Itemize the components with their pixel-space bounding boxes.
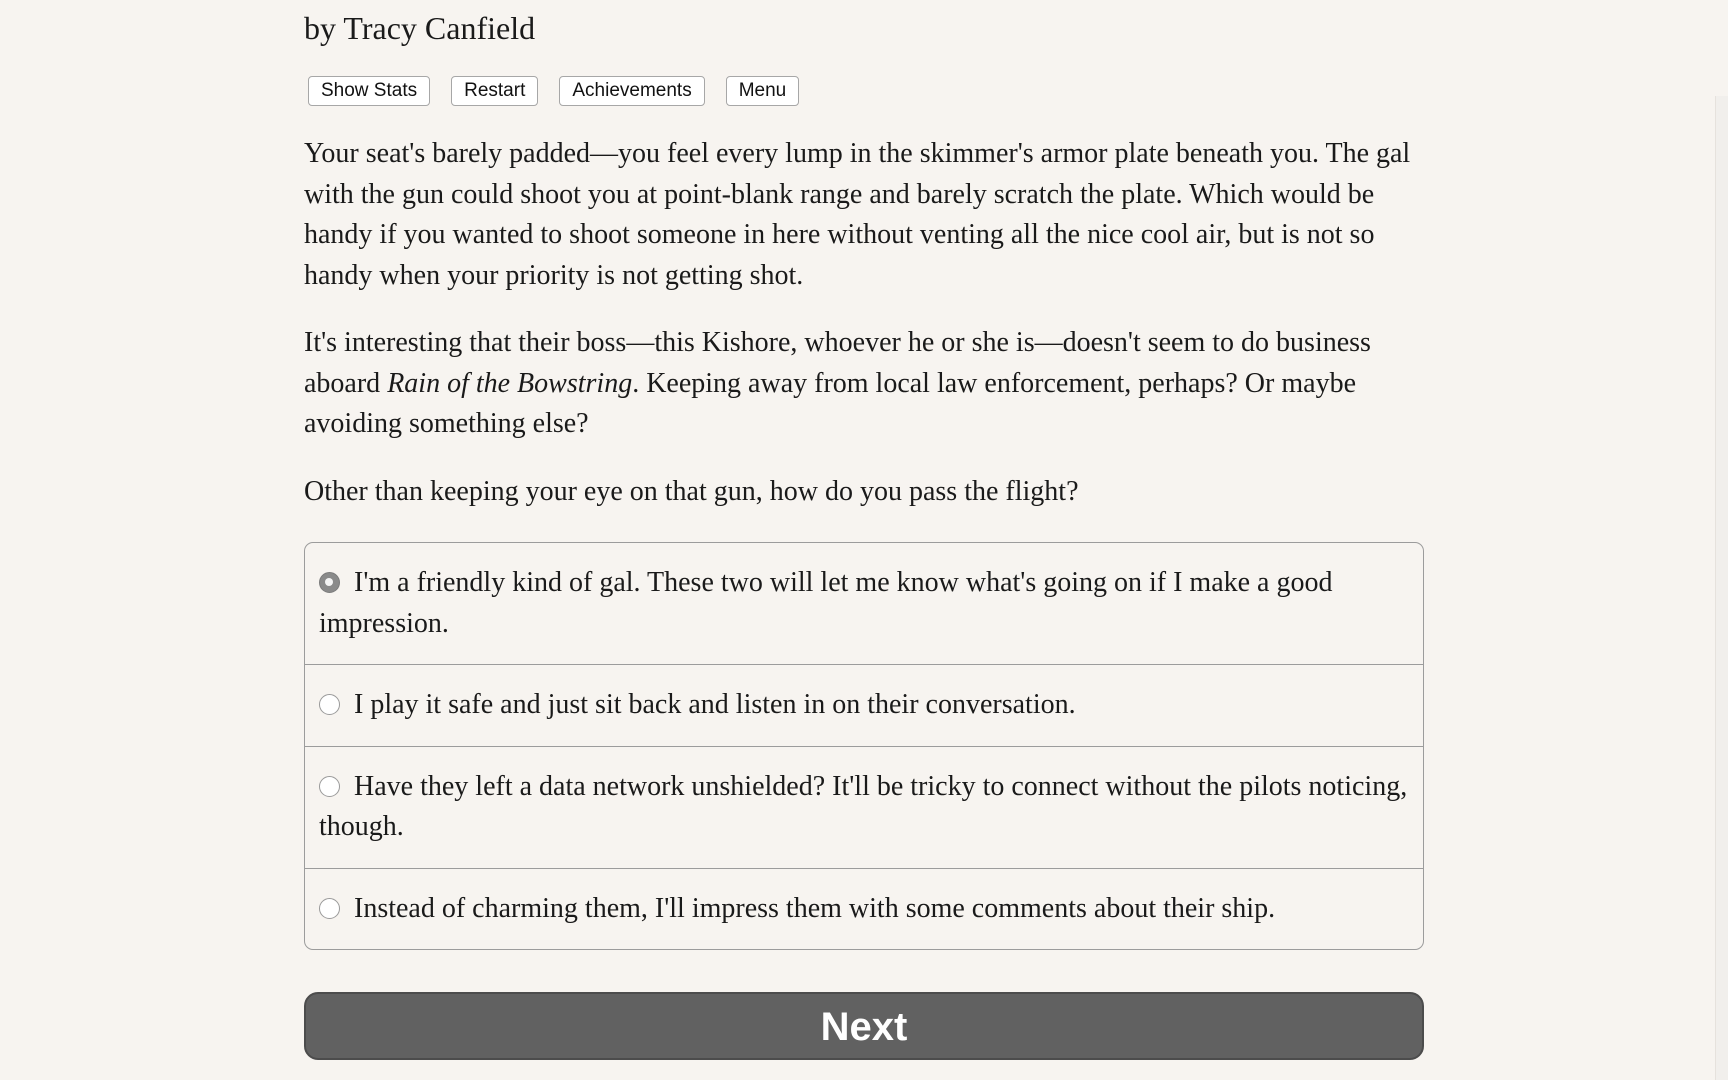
show-stats-button[interactable]: Show Stats (308, 76, 430, 106)
radio-icon[interactable] (319, 776, 340, 797)
story-paragraph-2-end: . Keeping away from local law enforcement, perhaps? Or maybe avoiding something else? (304, 367, 1356, 439)
scrollbar-track[interactable] (1715, 96, 1728, 1080)
story-question: Other than keeping your eye on that gun, how do you pass the flight? (304, 475, 1079, 507)
story-paragraph-2-start: It's interesting that their boss—this Kishore, whoever he or she is—doesn't seem to do business aboard (304, 327, 1371, 399)
choice-option-3[interactable] (305, 746, 1423, 868)
choice-option-2[interactable] (305, 664, 1423, 746)
restart-button[interactable]: Restart (451, 76, 538, 106)
choice-option-4[interactable] (305, 868, 1423, 950)
choice-label-2: I play it safe and just sit back and listen in on their conversation. (354, 689, 1076, 720)
choice-label-4: Instead of charming them, I'll impress them with some comments about their ship. (354, 892, 1276, 924)
choice-list (304, 542, 1424, 950)
story-paragraph-1: Your seat's barely padded—you feel every lump in the skimmer's armor plate beneath you. The gal with the gun could shoot you at point-blank range and barely scratch the plate. Which would be handy if you wanted to shoot someone in here without venting all the nice cool air, but is not so handy when your priority is not getting shot. (304, 138, 1411, 291)
choice-option-1[interactable] (305, 543, 1423, 664)
achievements-button[interactable]: Achievements (559, 76, 704, 106)
story-paragraph-2 (304, 323, 1424, 445)
radio-icon[interactable] (319, 898, 340, 919)
next-button[interactable]: Next (304, 992, 1424, 1060)
choice-label-3: Have they left a data network unshielded? It'll be tricky to connect without the pilots noticing, though. (319, 770, 1408, 842)
story-text (304, 134, 1424, 539)
radio-icon[interactable] (319, 694, 340, 715)
ship-name: Rain of the Bowstring (387, 367, 633, 399)
author-byline: by Tracy Canfield (304, 10, 536, 46)
radio-selected-icon[interactable] (319, 572, 340, 593)
toolbar (308, 76, 799, 106)
menu-button[interactable]: Menu (726, 76, 800, 106)
choice-label-1: I'm a friendly kind of gal. These two will let me know what's going on if I make a good impression. (319, 567, 1333, 639)
